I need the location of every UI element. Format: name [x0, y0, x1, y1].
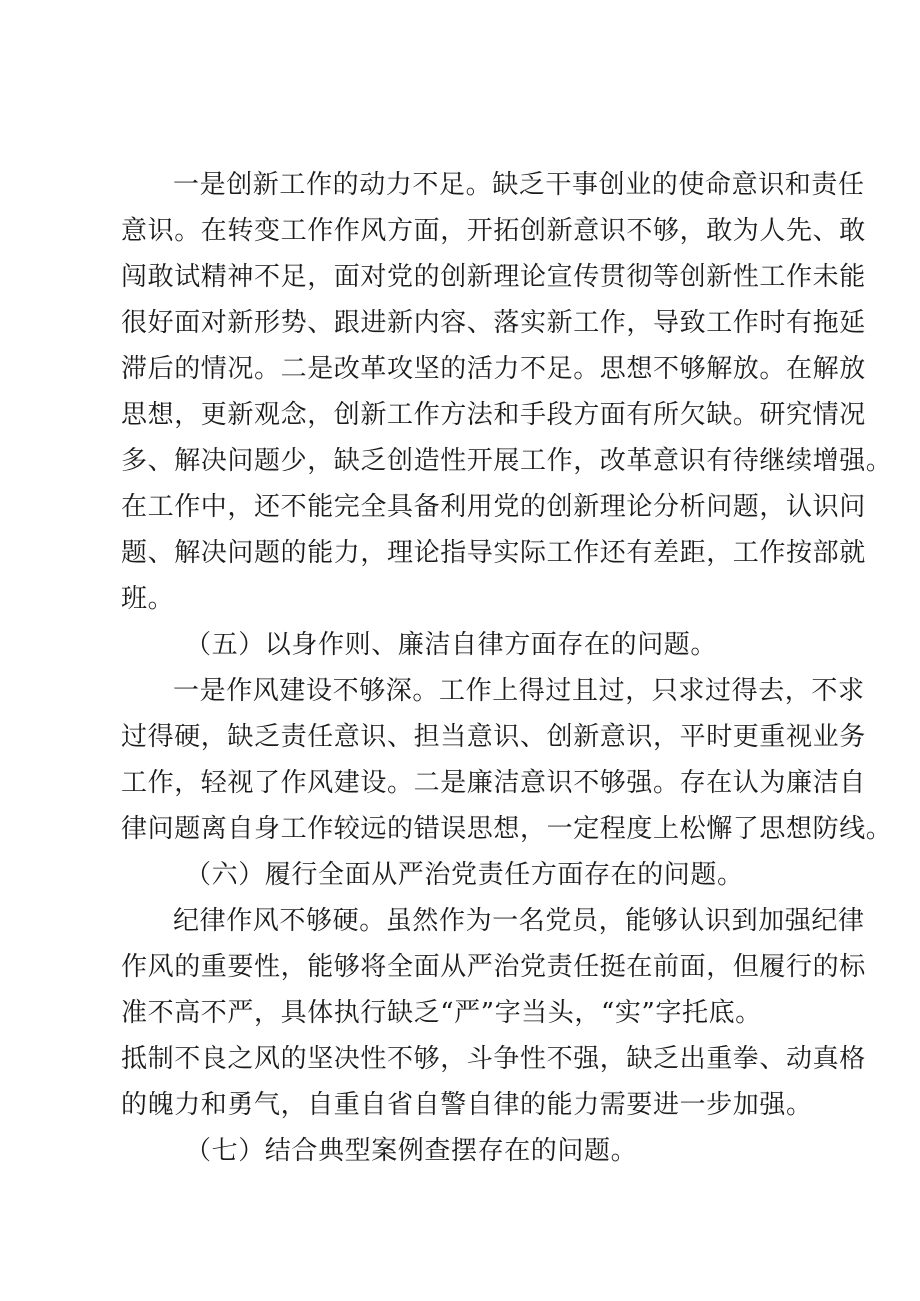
- text-line: 一是作风建设不够深。工作上得过且过，只求过得去，不求: [173, 676, 865, 706]
- heading-text: （七）结合典型案例查摆存在的问题。: [185, 1136, 638, 1166]
- text-line: 很好面对新形势、跟进新内容、落实新工作，导致工作时有拖延: [121, 308, 866, 338]
- text-line: 多、解决问题少，缺乏创造性开展工作，改革意识有待继续增强。: [121, 446, 893, 476]
- paragraph-innovation: [121, 162, 893, 622]
- text-line: 准不高不严，具体执行缺乏“严”字当头，“实”字托底。: [121, 998, 762, 1028]
- text-line: 班。: [121, 584, 175, 614]
- section-heading-6: [121, 852, 821, 898]
- text-line: 抵制不良之风的坚决性不够，斗争性不强，缺乏出重拳、动真格: [121, 1044, 866, 1074]
- heading-text: （六）履行全面从严治党责任方面存在的问题。: [185, 860, 744, 890]
- text-line: 题、解决问题的能力，理论指导实际工作还有差距，工作按部就: [121, 538, 866, 568]
- text-line: 在工作中，还不能完全具备利用党的创新理论分析问题，认识问: [121, 492, 866, 522]
- section-heading-5: [121, 622, 821, 668]
- text-line: 工作，轻视了作风建设。二是廉洁意识不够强。存在认为廉洁自: [121, 768, 866, 798]
- text-line: 一是创新工作的动力不足。缺乏干事创业的使命意识和责任: [173, 170, 865, 200]
- text-line: 闯敢试精神不足，面对党的创新理论宣传贯彻等创新性工作未能: [121, 262, 866, 292]
- text-line: 的魄力和勇气，自重自省自警自律的能力需要进一步加强。: [121, 1090, 813, 1120]
- section-heading-7: [121, 1128, 821, 1174]
- text-line: 律问题离自身工作较远的错误思想，一定程度上松懈了思想防线。: [121, 814, 893, 844]
- text-line: 过得硬，缺乏责任意识、担当意识、创新意识，平时更重视业务: [121, 722, 866, 752]
- text-line: 滞后的情况。二是改革攻坚的活力不足。思想不够解放。在解放: [121, 354, 866, 384]
- text-line: 作风的重要性，能够将全面从严治党责任挺在前面，但履行的标: [121, 952, 866, 982]
- text-line: 意识。在转变工作作风方面，开拓创新意识不够，敢为人先、敢: [121, 216, 866, 246]
- paragraph-resistance: [121, 1036, 866, 1128]
- paragraph-work-style: [121, 668, 893, 852]
- paragraph-discipline: [121, 898, 866, 1036]
- heading-text: （五）以身作则、廉洁自律方面存在的问题。: [185, 630, 718, 660]
- text-line: 纪律作风不够硬。虽然作为一名党员，能够认识到加强纪律: [173, 906, 865, 936]
- text-line: 思想，更新观念，创新工作方法和手段方面有所欠缺。研究情况: [121, 400, 866, 430]
- document-body: [121, 162, 893, 1174]
